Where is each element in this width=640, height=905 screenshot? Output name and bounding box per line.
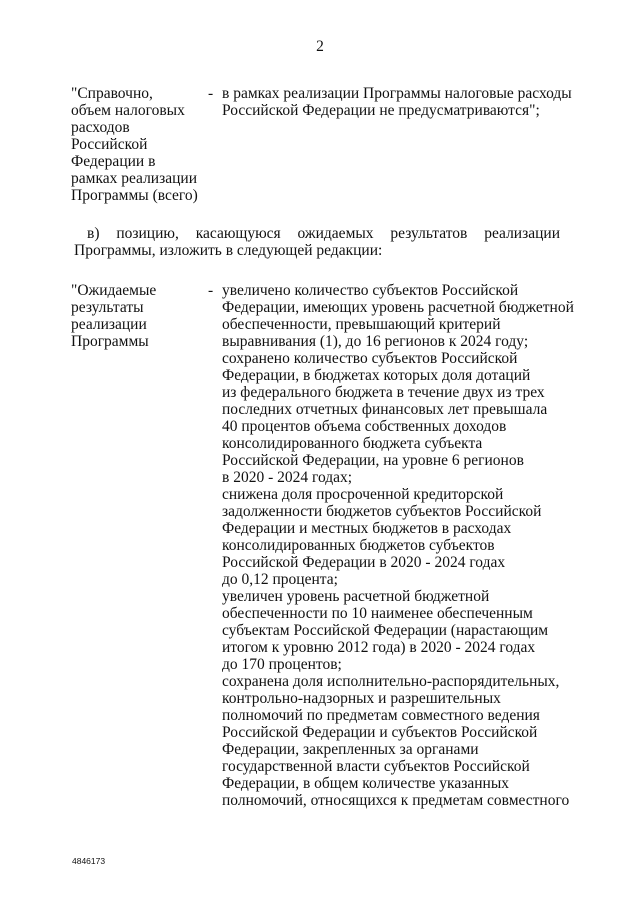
expected-results-line: обеспеченности по 10 наименее обеспеченным xyxy=(222,605,533,622)
expected-results-dash: - xyxy=(208,282,214,299)
expected-results-line: консолидированного бюджета субъекта xyxy=(222,435,483,452)
expected-results-line: полномочий, относящихся к предметам совместного xyxy=(222,792,570,809)
expected-results-line: Федерации, имеющих уровень расчетной бюджетной xyxy=(222,299,574,316)
expected-results-line: Российской Федерации, на уровне 6 регионов xyxy=(222,452,524,469)
expected-results-label xyxy=(71,282,201,350)
expected-results-line: Федерации, в общем количестве указанных xyxy=(222,775,509,792)
amendment-paragraph-line: Программы, изложить в следующей редакции: xyxy=(74,242,383,259)
expected-results-line: из федерального бюджета в течение двух из трех xyxy=(222,384,545,401)
expected-results-line: увеличен уровень расчетной бюджетной xyxy=(222,588,490,605)
expected-results-line: Федерации и местных бюджетов в расходах xyxy=(222,520,512,537)
expected-results-line: субъектам Российской Федерации (нарастающим xyxy=(222,622,549,639)
spravochno-label-line: Федерации в xyxy=(71,153,156,170)
expected-results-line: снижена доля просроченной кредиторской xyxy=(222,486,504,503)
expected-results-line: задолженности бюджетов субъектов Российской xyxy=(222,503,542,520)
page-number: 2 xyxy=(316,38,324,55)
spravochno-label-line: объем налоговых xyxy=(71,102,185,119)
expected-results-label-line: Программы xyxy=(71,333,149,350)
document-code: 4846173 xyxy=(72,856,106,866)
spravochno-label-line: расходов xyxy=(71,119,130,136)
spravochno-dash: - xyxy=(208,85,214,102)
expected-results-line: последних отчетных финансовых лет превышала xyxy=(222,401,548,418)
spravochno-value-line: в рамках реализации Программы налоговые расходы xyxy=(222,85,572,102)
spravochno-label-line: рамках реализации xyxy=(71,170,197,187)
expected-results-line: до 0,12 процента; xyxy=(222,571,338,588)
expected-results-line: выравнивания (1), до 16 регионов к 2024 году; xyxy=(222,333,529,350)
spravochno-label-line: Российской xyxy=(71,136,148,153)
spravochno-label-line: Программы (всего) xyxy=(71,187,198,204)
expected-results-line: Российской Федерации и субъектов Российской xyxy=(222,724,538,741)
expected-results-line: Российской Федерации в 2020 - 2024 годах xyxy=(222,554,506,571)
expected-results-value xyxy=(222,282,572,809)
spravochno-row xyxy=(71,85,571,205)
expected-results-line: итогом к уровню 2012 года) в 2020 - 2024 годах xyxy=(222,639,536,656)
spravochno-label xyxy=(71,85,201,204)
expected-results-line: консолидированных бюджетов субъектов xyxy=(222,537,495,554)
expected-results-label-line: "Ожидаемые xyxy=(71,282,157,299)
expected-results-line: Федерации, в бюджетах которых доля дотаций xyxy=(222,367,531,384)
amendment-paragraph-line: в) позицию, касающуюся ожидаемых результатов реализации xyxy=(87,225,560,242)
expected-results-line: 40 процентов объема собственных доходов xyxy=(222,418,507,435)
expected-results-line: сохранено количество субъектов Российской xyxy=(222,350,518,367)
expected-results-line: Федерации, закрепленных за органами xyxy=(222,741,479,758)
amendment-paragraph xyxy=(71,225,560,259)
expected-results-line: увеличено количество субъектов Российской xyxy=(222,282,519,299)
expected-results-label-line: результаты xyxy=(71,299,144,316)
expected-results-line: обеспеченности, превышающий критерий xyxy=(222,316,501,333)
spravochno-value xyxy=(222,85,572,119)
expected-results-row xyxy=(71,282,574,842)
expected-results-line: государственной власти субъектов Российской xyxy=(222,758,530,775)
expected-results-label-line: реализации xyxy=(71,316,147,333)
spravochno-label-line: "Справочно, xyxy=(71,85,153,102)
expected-results-line: контрольно-надзорных и разрешительных xyxy=(222,690,501,707)
spravochno-value-line: Российской Федерации не предусматриваются"; xyxy=(222,102,540,119)
expected-results-line: в 2020 - 2024 годах; xyxy=(222,469,353,486)
expected-results-line: до 170 процентов; xyxy=(222,656,342,673)
expected-results-line: полномочий по предметам совместного ведения xyxy=(222,707,540,724)
expected-results-line: сохранена доля исполнительно-распорядительных, xyxy=(222,673,560,690)
